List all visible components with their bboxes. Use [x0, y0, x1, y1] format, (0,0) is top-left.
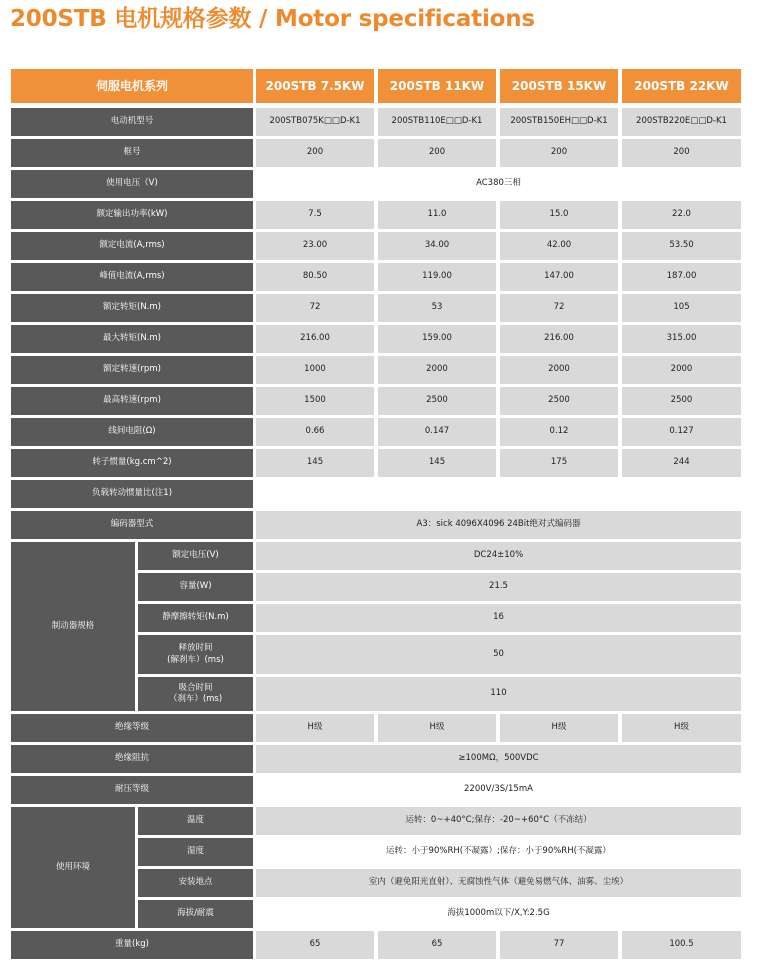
brake-sub-label-2: 容量(W) [138, 573, 253, 601]
brake-sub-label-1: 额定电压(V) [138, 542, 253, 570]
row-label-rated_torque: 额定转矩(N.m) [11, 294, 253, 322]
row-label-encoder: 编码器型式 [11, 511, 253, 539]
row-label-withstand: 耐压等级 [11, 776, 253, 804]
cell-max_torque-3: 216.00 [500, 325, 618, 353]
cell-voltage: AC380三相 [256, 170, 741, 198]
cell-model_no-2: 200STB110E□□D-K1 [378, 108, 496, 136]
header-series-label: 伺服电机系列 [11, 69, 253, 103]
row-label-peak_current: 峰值电流(A,rms) [11, 263, 253, 291]
cell-max_speed-1: 1500 [256, 387, 374, 415]
cell-load_inertia [256, 480, 741, 508]
row-label-weight: 重量(kg) [11, 931, 253, 959]
header-model-1: 200STB 7.5KW [256, 69, 374, 103]
env-value-3: 室内（避免阳光直射）、无腐蚀性气体（避免易燃气体、油雾、尘埃） [256, 869, 741, 897]
cell-max_speed-3: 2500 [500, 387, 618, 415]
row-label-max_speed: 最高转速(rpm) [11, 387, 253, 415]
cell-inertia-2: 145 [378, 449, 496, 477]
cell-resistance-3: 0.12 [500, 418, 618, 446]
cell-rated_torque-3: 72 [500, 294, 618, 322]
cell-max_speed-4: 2500 [622, 387, 741, 415]
row-label-power: 额定输出功率(kW) [11, 201, 253, 229]
env-value-2: 运转：小于90%RH(不凝露）;保存：小于90%RH(不凝露） [256, 838, 741, 866]
cell-rated_current-3: 42.00 [500, 232, 618, 260]
cell-weight-1: 65 [256, 931, 374, 959]
brake-sub-label-3: 静摩擦转矩(N.m) [138, 604, 253, 632]
cell-inertia-1: 145 [256, 449, 374, 477]
cell-encoder: A3：sick 4096X4096 24Bit绝对式编码器 [256, 511, 741, 539]
cell-inertia-4: 244 [622, 449, 741, 477]
env-sub-label-4: 海拔/耐震 [138, 900, 253, 928]
cell-rated_current-4: 53.50 [622, 232, 741, 260]
row-label-insulation_class: 绝缘等级 [11, 714, 253, 742]
cell-inertia-3: 175 [500, 449, 618, 477]
cell-rated_speed-4: 2000 [622, 356, 741, 384]
cell-frame-3: 200 [500, 139, 618, 167]
brake-value-5: 110 [256, 677, 741, 711]
cell-power-4: 22.0 [622, 201, 741, 229]
row-label-brake: 制动器规格 [11, 542, 135, 711]
cell-model_no-4: 200STB220E□□D-K1 [622, 108, 741, 136]
cell-insulation_class-2: H级 [378, 714, 496, 742]
row-label-frame: 框号 [11, 139, 253, 167]
cell-max_speed-2: 2500 [378, 387, 496, 415]
cell-weight-2: 65 [378, 931, 496, 959]
header-model-4: 200STB 22KW [622, 69, 741, 103]
env-value-1: 运转：0~+40°C;保存：-20~+60°C（不冻结） [256, 807, 741, 835]
cell-power-1: 7.5 [256, 201, 374, 229]
cell-rated_torque-2: 53 [378, 294, 496, 322]
row-label-environment: 使用环境 [11, 807, 135, 928]
brake-value-2: 21.5 [256, 573, 741, 601]
brake-sub-label-5: 吸合时间 （刹车）(ms) [138, 677, 253, 711]
cell-max_torque-4: 315.00 [622, 325, 741, 353]
cell-power-2: 11.0 [378, 201, 496, 229]
page-title: 200STB 电机规格参数 / Motor specifications [10, 6, 535, 32]
header-model-3: 200STB 15KW [500, 69, 618, 103]
cell-rated_speed-3: 2000 [500, 356, 618, 384]
row-label-resistance: 线间电阻(Ω) [11, 418, 253, 446]
env-value-4: 海拔1000m以下/X,Y:2.5G [256, 900, 741, 928]
cell-insulation_class-3: H级 [500, 714, 618, 742]
cell-insulation_class-4: H级 [622, 714, 741, 742]
env-sub-label-2: 湿度 [138, 838, 253, 866]
cell-rated_current-2: 34.00 [378, 232, 496, 260]
brake-value-3: 16 [256, 604, 741, 632]
cell-frame-2: 200 [378, 139, 496, 167]
row-label-max_torque: 最大转矩(N.m) [11, 325, 253, 353]
env-sub-label-1: 温度 [138, 807, 253, 835]
cell-resistance-4: 0.127 [622, 418, 741, 446]
cell-peak_current-2: 119.00 [378, 263, 496, 291]
cell-model_no-1: 200STB075K□□D-K1 [256, 108, 374, 136]
cell-peak_current-4: 187.00 [622, 263, 741, 291]
row-label-rated_speed: 额定转速(rpm) [11, 356, 253, 384]
row-label-load_inertia: 负载转动惯量比(注1) [11, 480, 253, 508]
cell-max_torque-1: 216.00 [256, 325, 374, 353]
cell-model_no-3: 200STB150EH□□D-K1 [500, 108, 618, 136]
row-label-inertia: 转子惯量(kg.cm^2) [11, 449, 253, 477]
cell-insulation_resistance: ≥100MΩ，500VDC [256, 745, 741, 773]
cell-rated_speed-2: 2000 [378, 356, 496, 384]
cell-weight-3: 77 [500, 931, 618, 959]
cell-resistance-2: 0.147 [378, 418, 496, 446]
brake-value-1: DC24±10% [256, 542, 741, 570]
cell-rated_torque-1: 72 [256, 294, 374, 322]
header-model-2: 200STB 11KW [378, 69, 496, 103]
cell-rated_current-1: 23.00 [256, 232, 374, 260]
cell-frame-4: 200 [622, 139, 741, 167]
row-label-insulation_resistance: 绝缘阻抗 [11, 745, 253, 773]
cell-rated_torque-4: 105 [622, 294, 741, 322]
row-label-rated_current: 额定电流(A,rms) [11, 232, 253, 260]
cell-rated_speed-1: 1000 [256, 356, 374, 384]
row-label-voltage: 使用电压（V) [11, 170, 253, 198]
cell-frame-1: 200 [256, 139, 374, 167]
cell-power-3: 15.0 [500, 201, 618, 229]
cell-insulation_class-1: H级 [256, 714, 374, 742]
brake-sub-label-4: 释放时间 (解刹车）(ms) [138, 635, 253, 674]
brake-value-4: 50 [256, 635, 741, 674]
row-label-model_no: 电动机型号 [11, 108, 253, 136]
cell-max_torque-2: 159.00 [378, 325, 496, 353]
cell-resistance-1: 0.66 [256, 418, 374, 446]
cell-weight-4: 100.5 [622, 931, 741, 959]
cell-peak_current-3: 147.00 [500, 263, 618, 291]
env-sub-label-3: 安装地点 [138, 869, 253, 897]
cell-withstand: 2200V/3S/15mA [256, 776, 741, 804]
cell-peak_current-1: 80.50 [256, 263, 374, 291]
